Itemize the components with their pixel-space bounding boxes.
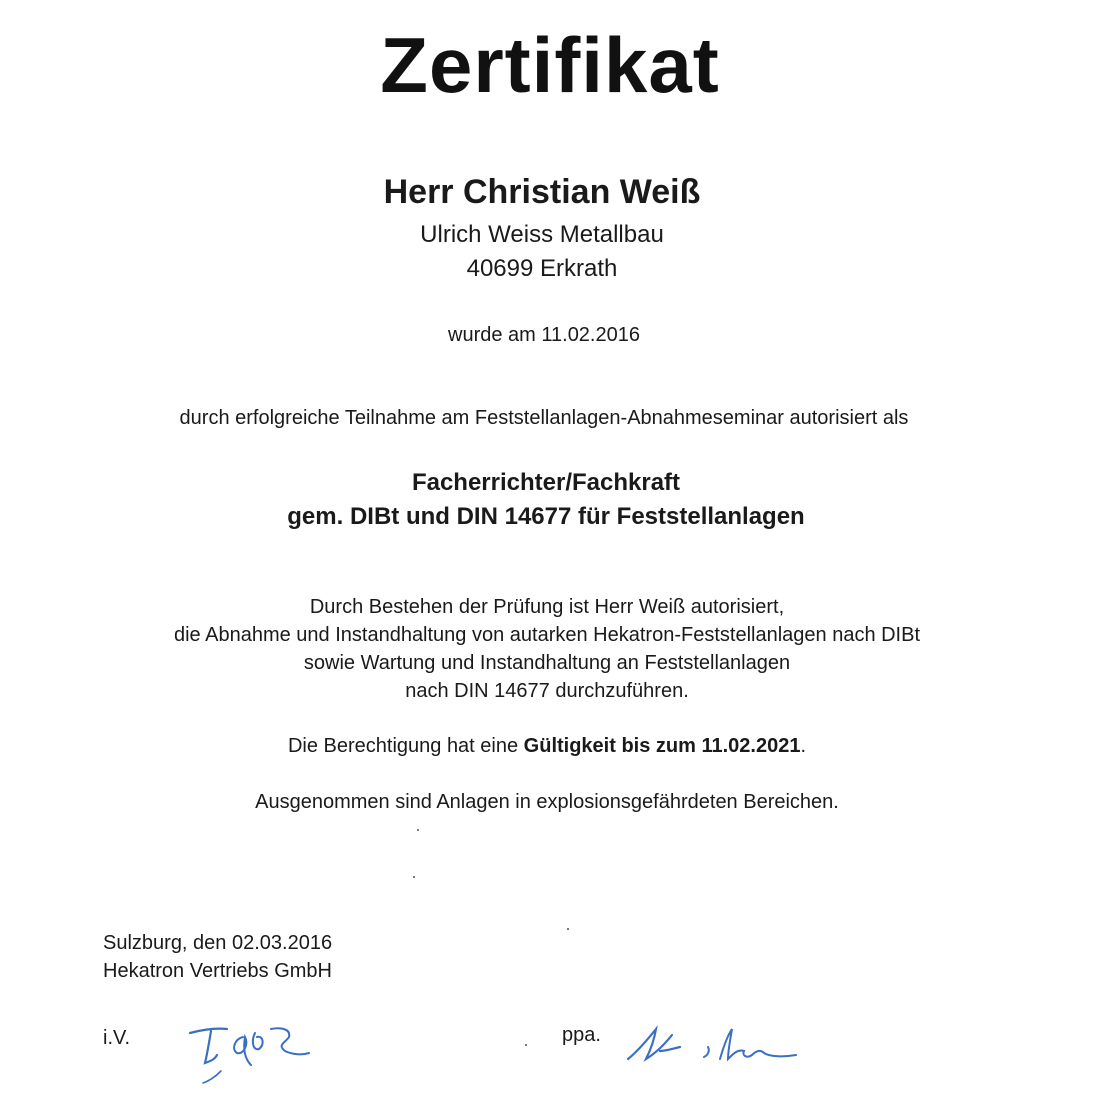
- description-line: die Abnahme und Instandhaltung von autarken Hekatron-Feststellanlagen nach DIBt: [173, 624, 921, 646]
- authorization-reason: durch erfolgreiche Teilnahme am Feststellanlagen-Abnahmeseminar autorisiert als: [179, 407, 909, 429]
- recipient-company: Ulrich Weiss Metallbau: [420, 221, 664, 248]
- signature-label-iv: i.V.: [103, 1027, 131, 1049]
- exclusion-note: Ausgenommen sind Anlagen in explosionsgefährdeten Bereichen.: [255, 791, 839, 813]
- qualification-title: Facherrichter/Fachkraft: [411, 469, 681, 496]
- validity-suffix: .: [800, 735, 807, 757]
- validity-prefix: Die Berechtigung hat eine: [287, 735, 524, 757]
- signature-left-image: [185, 1015, 335, 1085]
- recipient-name: Herr Christian Weiß: [383, 173, 701, 211]
- scan-speck: [413, 876, 415, 878]
- authorization-description: [0, 593, 1097, 705]
- issuer-place-date: Sulzburg, den 02.03.2016: [103, 932, 333, 954]
- issuer-company: Hekatron Vertriebs GmbH: [103, 960, 332, 982]
- description-line: sowie Wartung und Instandhaltung an Feststellanlagen: [303, 652, 791, 674]
- scan-speck: [567, 928, 569, 930]
- scan-speck: [417, 829, 419, 831]
- signature-right-image: [620, 1015, 820, 1075]
- description-line: nach DIN 14677 durchzuführen.: [405, 680, 689, 702]
- certificate-title: Zertifikat: [380, 21, 720, 109]
- issuer-block: [103, 929, 332, 985]
- signature-label-ppa: ppa.: [562, 1024, 601, 1046]
- qualification-standard: gem. DIBt und DIN 14677 für Feststellanlagen: [287, 503, 805, 530]
- validity-statement: [0, 732, 1097, 760]
- authorization-date: wurde am 11.02.2016: [448, 324, 640, 346]
- description-line: Durch Bestehen der Prüfung ist Herr Weiß autorisiert,: [309, 596, 785, 618]
- scan-speck: [525, 1044, 527, 1046]
- validity-date: Gültigkeit bis zum 11.02.2021: [523, 735, 801, 757]
- recipient-city: 40699 Erkrath: [466, 255, 618, 282]
